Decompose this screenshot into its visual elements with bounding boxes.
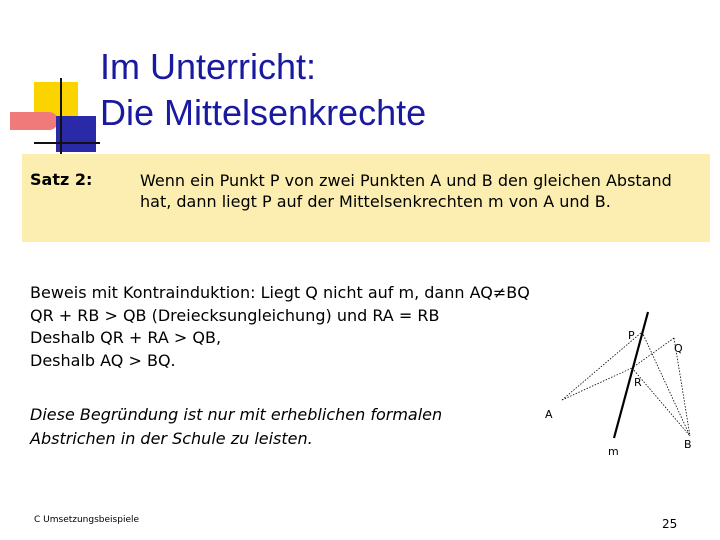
theorem-label: Satz 2: bbox=[30, 170, 93, 189]
proof-line-1: Beweis mit Kontrainduktion: Liegt Q nicht auf m, dann AQ≠BQ bbox=[30, 283, 530, 302]
label-m: m bbox=[608, 445, 619, 458]
line-a-r bbox=[562, 368, 632, 400]
proof-line-4: Deshalb AQ > BQ. bbox=[30, 350, 176, 370]
proof-line-2: QR + RB > QB (Dreiecksungleichung) und RA = RB bbox=[30, 305, 440, 325]
label-a: A bbox=[545, 408, 553, 421]
line-q-r bbox=[632, 338, 674, 368]
title-line-2: Die Mittelsenkrechte bbox=[100, 92, 427, 133]
remark-line-2: Abstrichen in der Schule zu leisten. bbox=[30, 429, 313, 448]
proof-line-3: Deshalb QR + RA > QB, bbox=[30, 328, 222, 347]
label-q: Q bbox=[674, 342, 683, 355]
line-a-p bbox=[562, 332, 642, 400]
line-p-b bbox=[642, 332, 690, 436]
footer-text: C Umsetzungsbeispiele bbox=[34, 515, 140, 525]
page-number: 25 bbox=[662, 517, 678, 531]
title-line-1: Im Unterricht: bbox=[100, 46, 317, 87]
theorem-text: Wenn ein Punkt P von zwei Punkten A und B den gleichen Abstand hat, dann liegt P auf der Mittelsenkrechten m von A und B. bbox=[140, 171, 672, 211]
label-r: R bbox=[634, 376, 642, 389]
label-p: P bbox=[628, 329, 635, 342]
remark-line-1: Diese Begründung ist nur mit erheblichen formalen bbox=[30, 405, 443, 424]
label-b: B bbox=[684, 438, 692, 451]
